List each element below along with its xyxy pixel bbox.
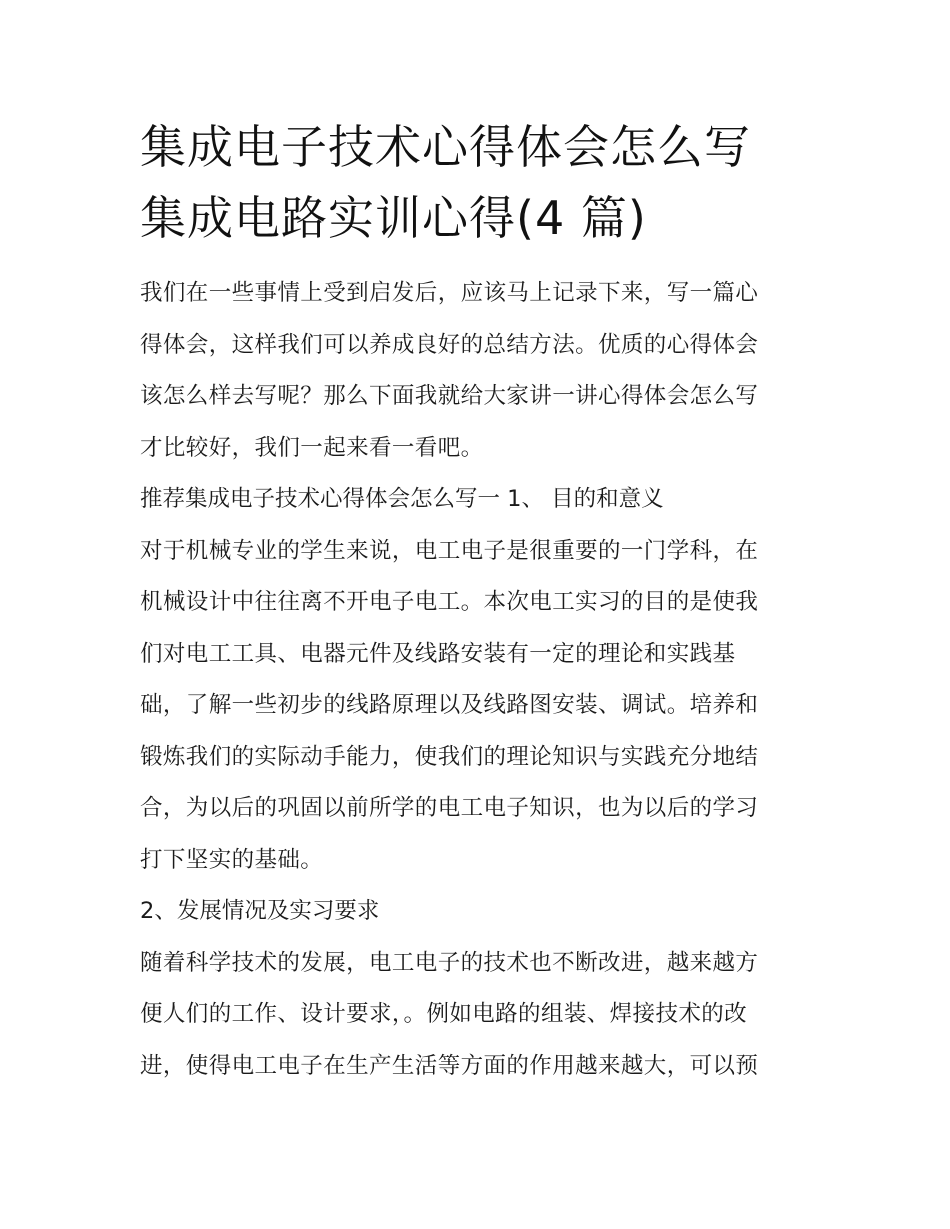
section1-line: 锻炼我们的实际动手能力，使我们的理论知识与实践充分地结 bbox=[140, 743, 759, 770]
section1-line: 打下坚实的基础。 bbox=[140, 846, 324, 873]
document-content bbox=[140, 112, 816, 1092]
intro-line: 得体会，这样我们可以养成良好的总结方法。优质的心得体会 bbox=[140, 331, 759, 358]
intro-paragraph bbox=[140, 268, 816, 474]
section1-line: 础，了解一些初步的线路原理以及线路图安装、调试。培养和 bbox=[140, 692, 759, 718]
section1-heading-text: 推荐集成电子技术心得体会怎么写一 1、 目的和意义 bbox=[140, 486, 664, 512]
section2-line: 便人们的工作、设计要求，。例如电路的组装、焊接技术的改 bbox=[140, 1001, 748, 1027]
intro-line: 该怎么样去写呢？那么下面我就给大家讲一讲心得体会怎么写 bbox=[140, 383, 759, 409]
title-line-1: 集成电子技术心得体会怎么写 bbox=[140, 120, 751, 174]
section2-paragraph bbox=[140, 938, 816, 1093]
section1-line: 们对电工工具、电器元件及线路安装有一定的理论和实践基 bbox=[140, 640, 736, 667]
section1-line: 对于机械专业的学生来说，电工电子是很重要的一门学科，在 bbox=[140, 537, 759, 564]
section2-heading bbox=[140, 886, 816, 938]
intro-line: 才比较好，我们一起来看一看吧。 bbox=[140, 434, 484, 461]
section1-line: 机械设计中往往离不开电子电工。本次电工实习的目的是使我 bbox=[140, 589, 759, 615]
section2-line: 随着科学技术的发展，电工电子的技术也不断改进，越来越方 bbox=[140, 949, 759, 976]
section2-line: 进，使得电工电子在生产生活等方面的作用越来越大，可以预 bbox=[140, 1052, 759, 1079]
intro-line: 我们在一些事情上受到启发后，应该马上记录下来，写一篇心 bbox=[140, 280, 759, 306]
document-title bbox=[140, 112, 816, 254]
section1-heading bbox=[140, 474, 816, 526]
title-line-2: 集成电路实训心得(4 篇) bbox=[140, 191, 647, 245]
section1-paragraph bbox=[140, 526, 816, 887]
section2-heading-text: 2、发展情况及实习要求 bbox=[140, 898, 380, 924]
section1-line: 合，为以后的巩固以前所学的电工电子知识，也为以后的学习 bbox=[140, 795, 759, 821]
